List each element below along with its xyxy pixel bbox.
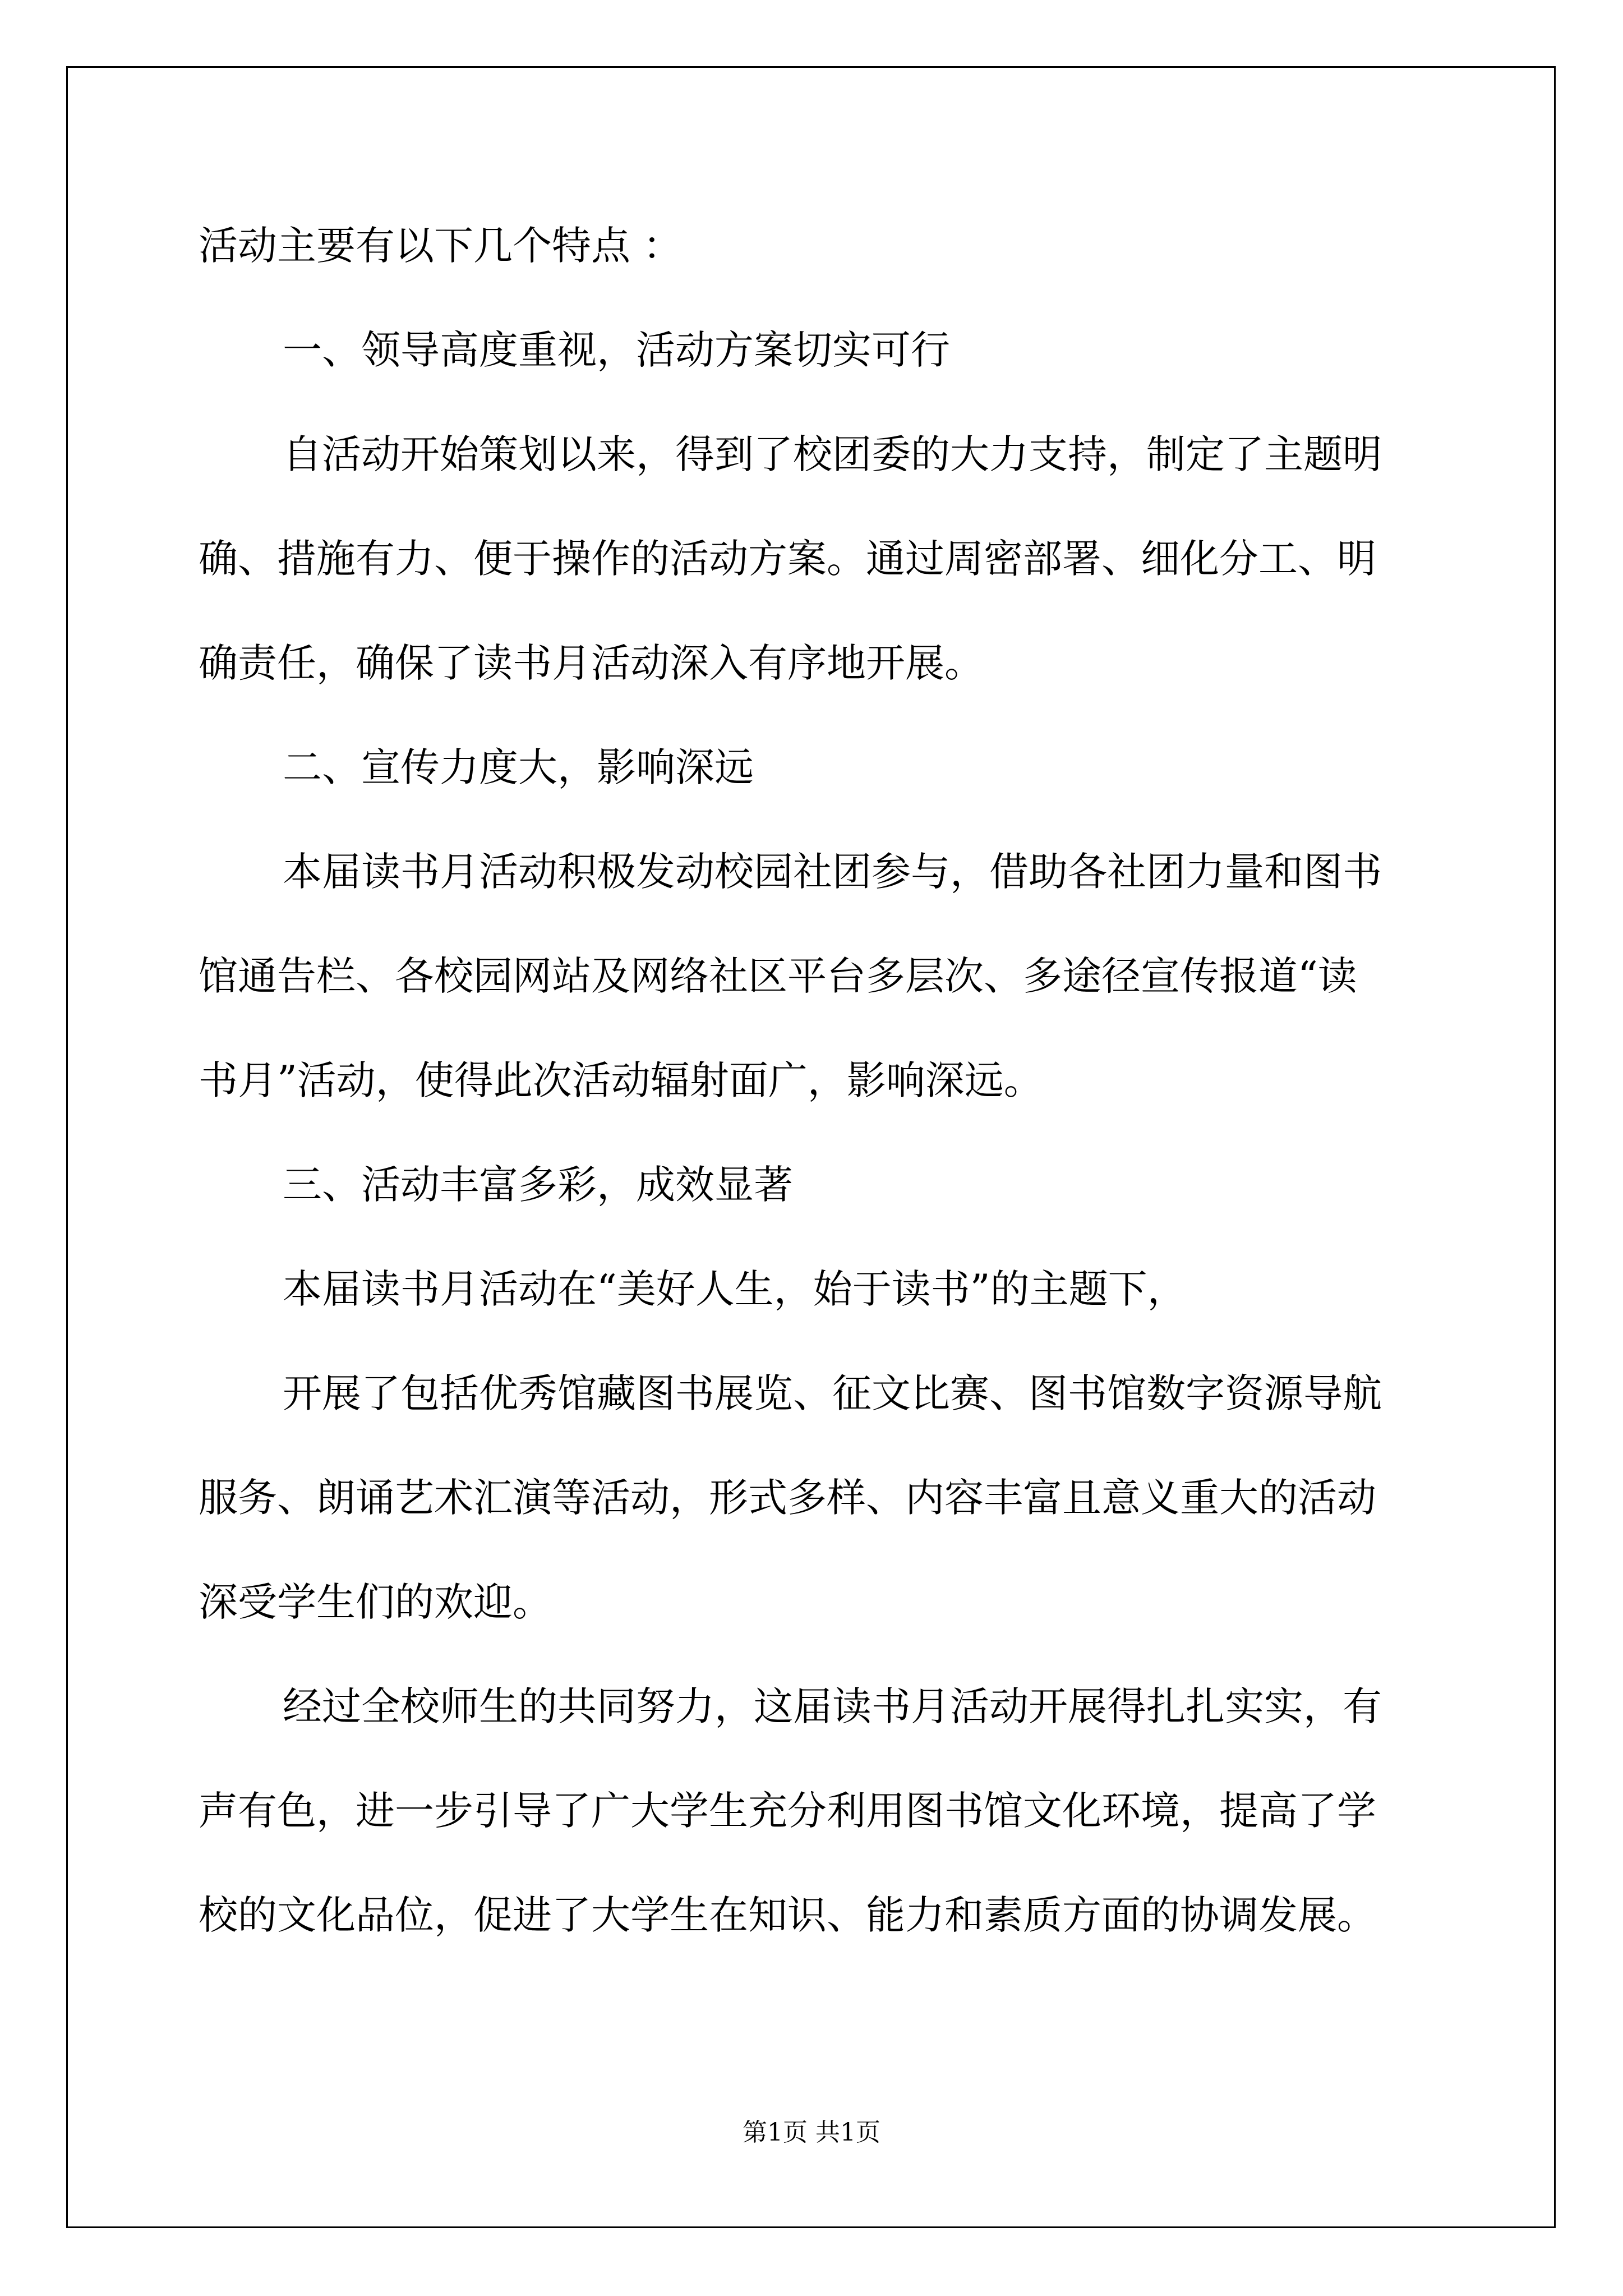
paragraph-line: 深受学生们的欢迎。 (199, 1579, 552, 1625)
paragraph-line: 校的文化品位，促进了大学生在知识、能力和素质方面的协调发展。 (199, 1892, 1376, 1938)
paragraph-line: 本届读书月活动在“美好人生，始于读书”的主题下， (283, 1266, 1187, 1312)
paragraph-line: 自活动开始策划以来，得到了校团委的大力支持，制定了主题明 (283, 431, 1382, 477)
paragraph-line: 确责任，确保了读书月活动深入有序地开展。 (199, 640, 984, 686)
paragraph-line: 馆通告栏、各校园网站及网络社区平台多层次、多途径宣传报道“读 (199, 953, 1357, 999)
paragraph-line: 服务、朗诵艺术汇演等活动，形式多样、内容丰富且意义重大的活动 (199, 1475, 1376, 1521)
paragraph-line: 声有色，进一步引导了广大学生充分利用图书馆文化环境，提高了学 (199, 1788, 1376, 1834)
paragraph-line: 开展了包括优秀馆藏图书展览、征文比赛、图书馆数字资源导航 (283, 1370, 1382, 1416)
section-heading: 二、宣传力度大，影响深远 (283, 744, 754, 790)
section-heading: 一、领导高度重视，活动方案切实可行 (283, 327, 950, 373)
paragraph-line: 本届读书月活动积极发动校园社团参与，借助各社团力量和图书 (283, 849, 1382, 895)
paragraph-line: 经过全校师生的共同努力，这届读书月活动开展得扎扎实实，有 (283, 1683, 1382, 1729)
paragraph-line: 确、措施有力、便于操作的活动方案。通过周密部署、细化分工、明 (199, 536, 1376, 582)
page-number-footer: 第1页 共1页 (743, 2118, 880, 2147)
section-heading: 三、活动丰富多彩，成效显著 (283, 1162, 793, 1208)
paragraph-line: 活动主要有以下几个特点 ： (199, 223, 683, 269)
paragraph-line: 书月”活动，使得此次活动辐射面广，影响深远。 (199, 1057, 1043, 1103)
